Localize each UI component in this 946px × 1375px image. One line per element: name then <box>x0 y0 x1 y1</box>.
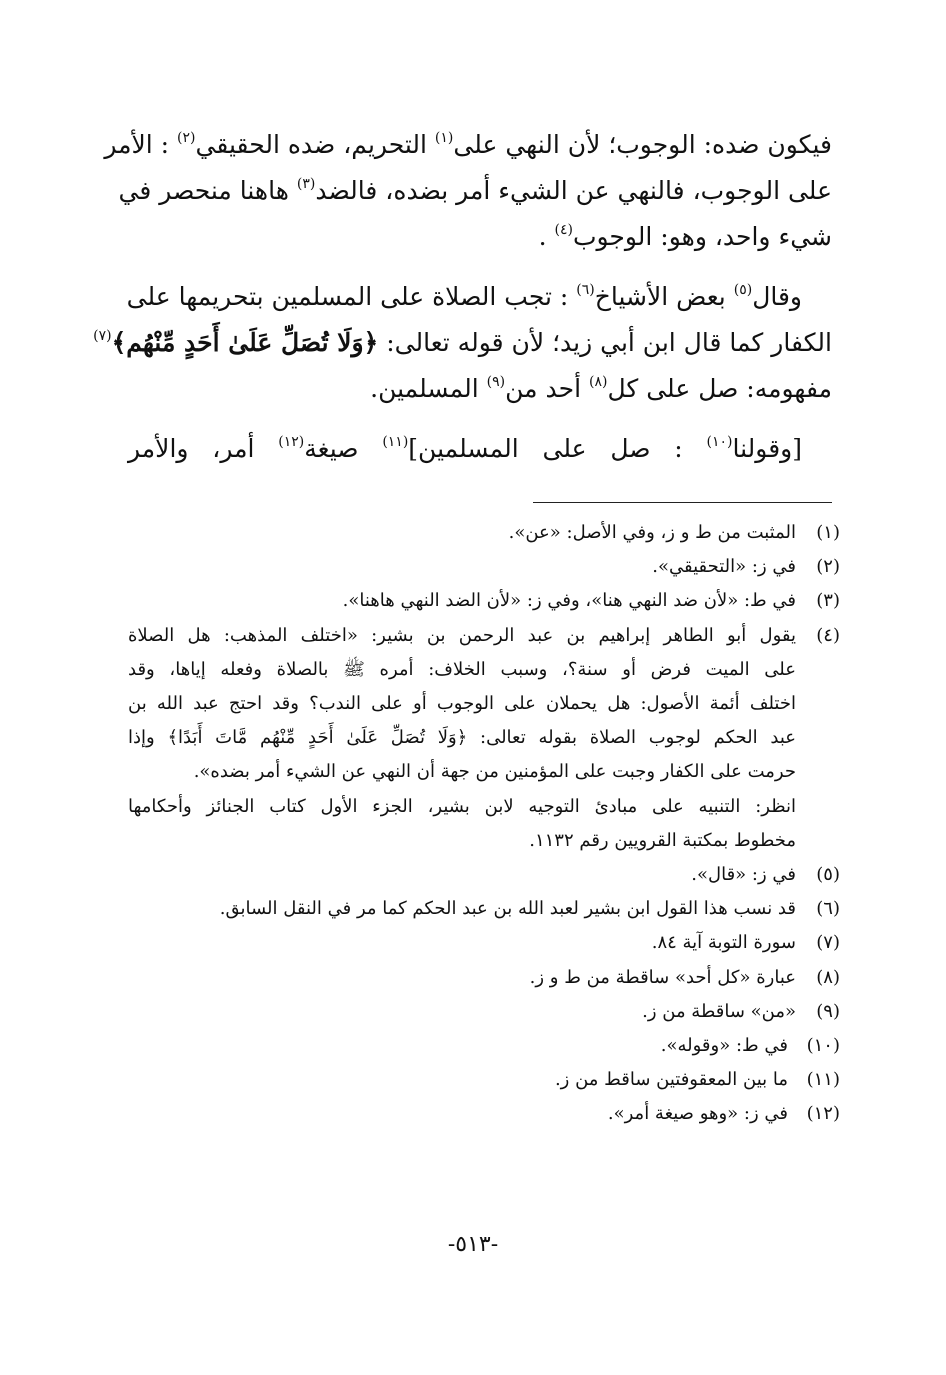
footnote-7 <box>128 926 840 960</box>
quran-verse: ﴿وَلَا تُصَلِّ عَلَىٰ أَحَدٍ مِّنْهُم﴾ <box>111 328 379 357</box>
footnote-ref: (٧) <box>93 328 112 344</box>
footnote-text: اختلف أئمة الأصول: هل يحملان على الوجوب أو على الندب؟ وقد احتج عبد الله بن <box>128 693 796 715</box>
footnote-ref: (٣) <box>296 176 316 192</box>
footnote-text: في ز: «التحقيقي». <box>652 556 796 578</box>
footnote-number: (٨) <box>816 966 840 988</box>
footnote-text: المثبت من ط و ز، وفي الأصل: «عن». <box>508 522 796 543</box>
paragraph-1 <box>104 122 832 260</box>
footnote-number: (١) <box>816 522 840 543</box>
footnote-ref: (١١) <box>382 434 409 450</box>
footnotes-section <box>128 516 840 1132</box>
footnote-3 <box>128 584 840 618</box>
footnote-5 <box>128 858 840 892</box>
text-line: فيكون ضده: الوجوب؛ لأن النهي على$^{(١)}$ التحريم، ضده الحقيقي$^{(٢)}$ : الأمر <box>104 130 832 159</box>
footnote-text: مخطوط بمكتبة القرويين رقم ١١٣٢. <box>529 829 796 851</box>
footnote-1 <box>128 516 840 550</box>
footnote-ref: (٩) <box>486 374 506 390</box>
footnote-text: قد نسب هذا القول ابن بشير لعبد الله بن عبد الحكم كما مر في النقل السابق. <box>219 898 796 920</box>
footnote-number: (١٠) <box>806 1035 840 1057</box>
paragraph-3 <box>128 426 832 472</box>
text-line: [وقولنا$^{(١٠)}$ : صل على المسلمين]$^{(١١)}$ صيغة$^{(١٢)}$ أمر، والأمر <box>128 434 802 463</box>
footnote-ref: (٤) <box>554 222 573 238</box>
footnote-ref: (١٠) <box>706 434 733 450</box>
footnote-text: في ط: «لأن ضد النهي هنا»، وفي ز: «لأن الضد النهي هاهنا». <box>342 590 796 612</box>
footnote-number: (٦) <box>816 898 840 920</box>
footnote-10 <box>128 1029 840 1063</box>
footnote-ref: (٦) <box>576 282 595 298</box>
footnote-number: (١١) <box>806 1069 840 1091</box>
footnote-text: على الميت فرض أو سنة؟، وسبب الخلاف: أمره ﷺ بالصلاة وفعله إياها، وقد <box>128 658 796 680</box>
footnote-8 <box>128 961 840 995</box>
footnote-number: (٣) <box>816 590 840 612</box>
footnote-text: في ز: «قال». <box>691 864 796 886</box>
paragraph-2 <box>93 274 832 412</box>
text-line: الكفار كما قال ابن أبي زيد؛ لأن قوله تعالى: ﴿وَلَا تُصَلِّ عَلَىٰ أَحَدٍ مِّنْهُم﴾$^{(٧)}$ <box>93 328 832 357</box>
text-line: شيء واحد، وهو: الوجوب$^{(٤)}$ . <box>538 222 832 251</box>
footnote-text: عبارة «كل أحد» ساقطة من ط و ز. <box>529 966 796 988</box>
footnote-ref: (١) <box>434 130 454 146</box>
main-body-text <box>93 122 832 486</box>
page-number: -٥١٣- <box>447 1232 499 1257</box>
footnote-number: (٢) <box>816 556 840 578</box>
footnote-12 <box>128 1097 840 1131</box>
footnote-2 <box>128 550 840 584</box>
footnote-number: (٥) <box>816 864 840 886</box>
text-line: مفهومه: صل على كل$^{(٨)}$ أحد من$^{(٩)}$ المسلمين. <box>370 374 832 403</box>
footnote-9 <box>128 995 840 1029</box>
footnote-6 <box>128 892 840 926</box>
footnote-number: (٩) <box>816 1000 840 1022</box>
footnote-number: (١٢) <box>806 1103 840 1125</box>
footnote-4 <box>128 619 840 858</box>
footnote-ref: (٢) <box>177 130 196 146</box>
footnote-text: في ط: «وقوله». <box>660 1035 788 1057</box>
footnote-ref: (١٢) <box>278 434 305 450</box>
footnote-number: (٤) <box>816 624 840 646</box>
footnote-11 <box>128 1063 840 1097</box>
footnote-ref: (٥) <box>733 282 753 298</box>
footnote-number: (٧) <box>816 932 840 954</box>
footnote-text: حرمت على الكفار وجبت على المؤمنين من جهة أن النهي عن الشيء أمر بضده». <box>193 761 796 783</box>
footnote-text: «من» ساقطة من ز. <box>642 1000 796 1022</box>
text-line: على الوجوب، فالنهي عن الشيء أمر بضده، فالضد$^{(٣)}$ هاهنا منحصر في <box>118 176 832 205</box>
footnote-text: ما بين المعقوفتين ساقط من ز. <box>554 1069 788 1091</box>
text-line: وقال$^{(٥)}$ بعض الأشياخ$^{(٦)}$ : تجب الصلاة على المسلمين بتحريمها على <box>126 282 802 311</box>
footnote-ref: (٨) <box>588 374 608 390</box>
footnote-text: سورة التوبة آية ٨٤. <box>651 932 796 954</box>
footnote-text: في ز: «وهو صيغة أمر». <box>607 1103 788 1125</box>
footnote-text: يقول أبو الطاهر إبراهيم بن عبد الرحمن بن بشير: «اختلف المذهب: هل الصلاة <box>128 624 796 646</box>
footnote-separator <box>533 502 832 503</box>
footnote-text: عبد الحكم لوجوب الصلاة بقوله تعالى: ﴿وَلَا تُصَلِّ عَلَىٰ أَحَدٍ مِّنْهُم مَّاتَ أَبَدًا﴾ وإذا <box>128 727 796 749</box>
footnote-text: انظر: التنبيه على مبادئ التوجيه لابن بشير، الجزء الأول كتاب الجنائز وأحكامها <box>128 795 796 817</box>
